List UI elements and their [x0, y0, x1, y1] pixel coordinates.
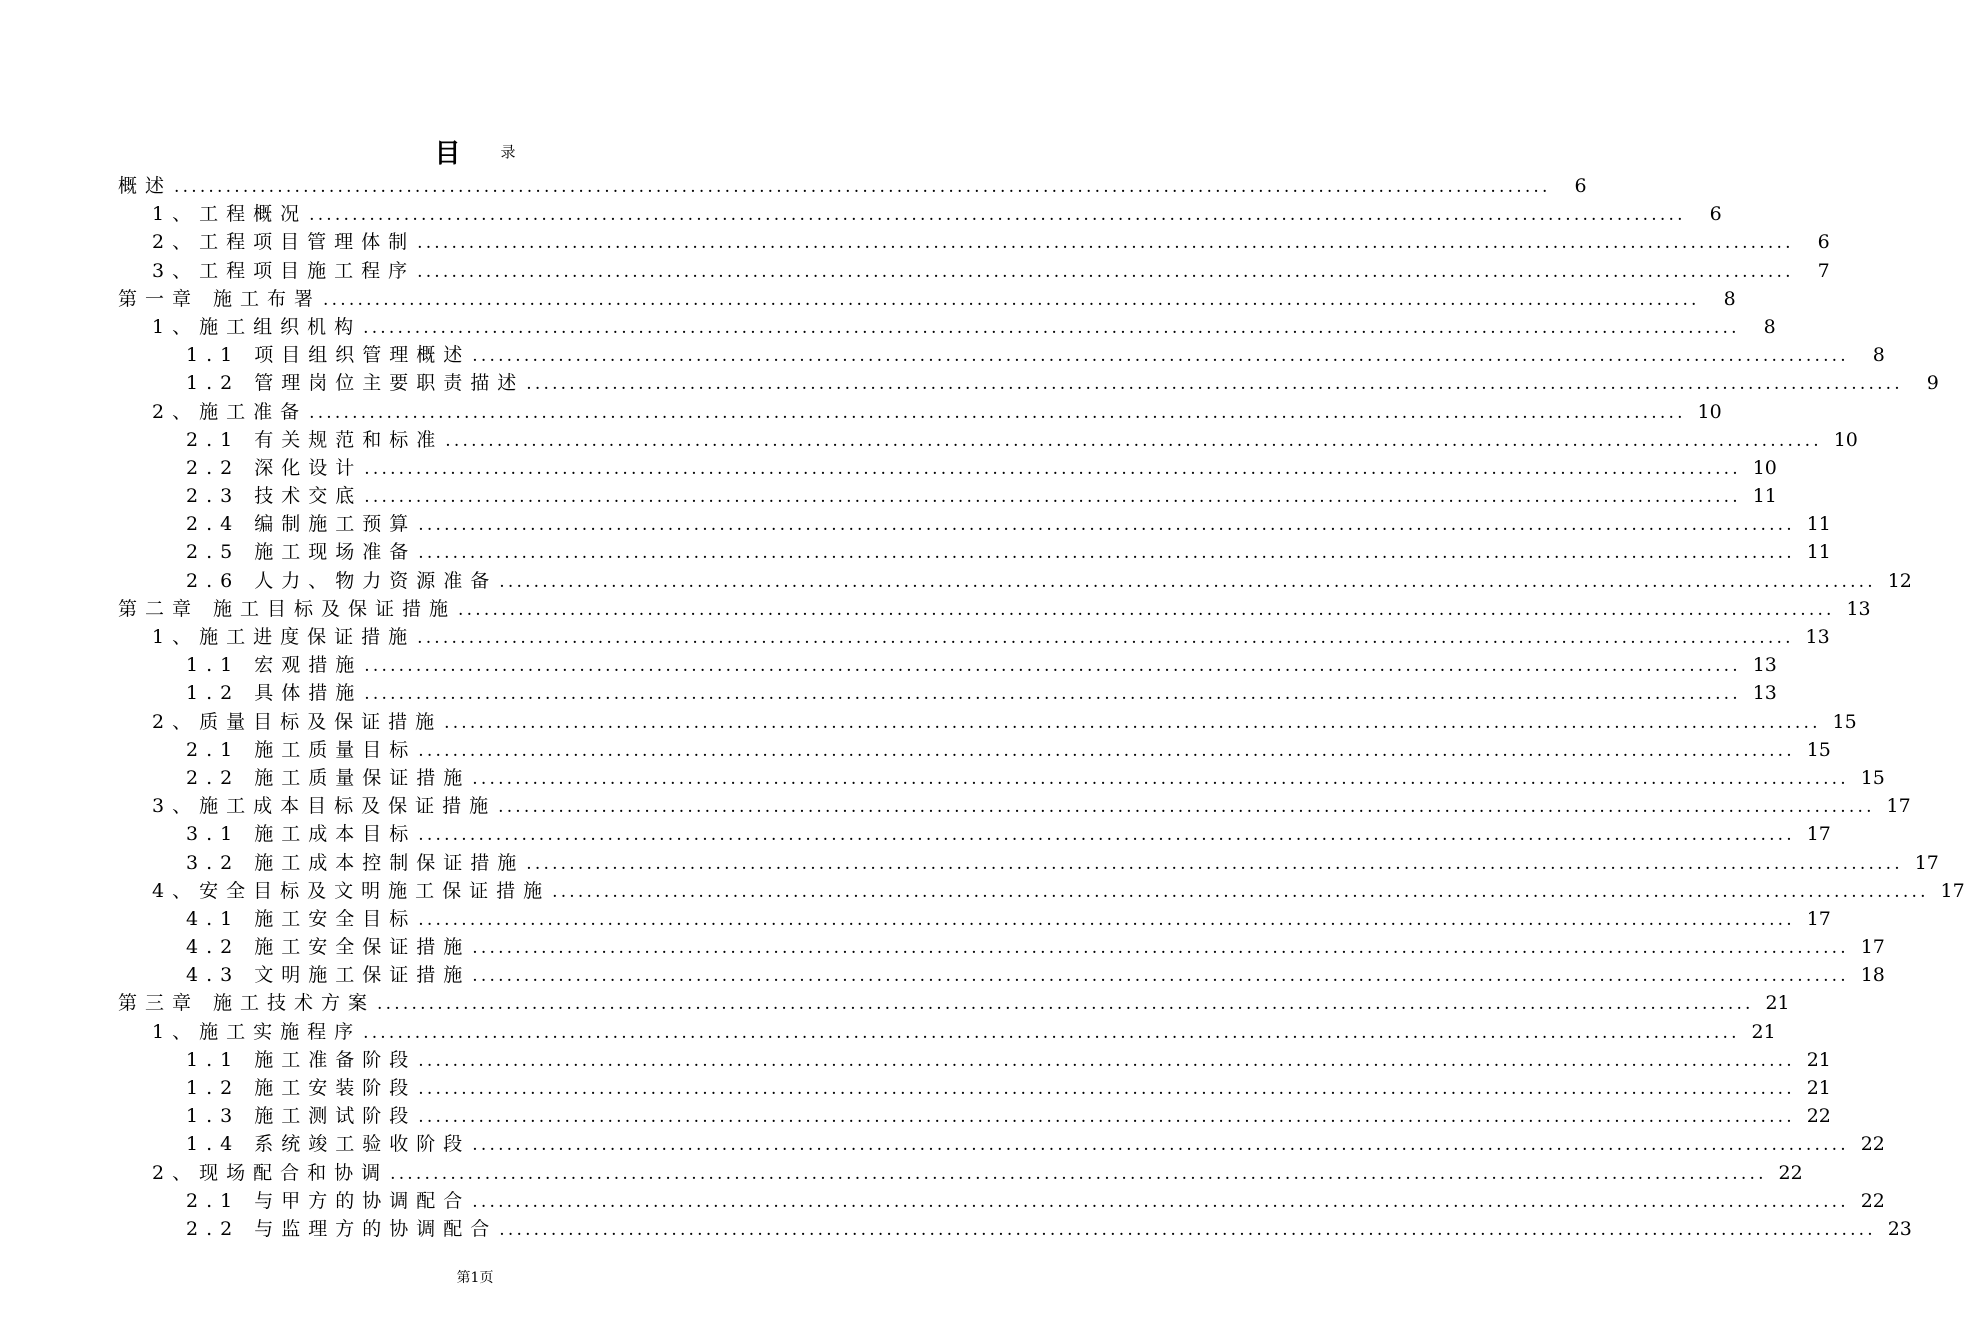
- toc-entry-page: 6: [1574, 175, 1587, 197]
- toc-leader-dots: ................................................................................................................................................................: [418, 1079, 1795, 1099]
- toc-entry-label: 1.2 管理岗位主要职责描述: [186, 372, 525, 395]
- toc-entry[interactable]: [118, 538, 1831, 566]
- toc-leader-dots: ................................................................................................................................................................: [552, 881, 1929, 902]
- toc-leader-dots: ................................................................................................................................................................: [390, 1163, 1767, 1184]
- toc-leader-dots: ................................................................................................................................................................: [526, 853, 1903, 874]
- toc-entry-label: 1、施工组织机构: [152, 315, 362, 338]
- toc-entry[interactable]: [118, 792, 1911, 820]
- toc-entry-label: 2.2 施工质量保证措施: [186, 766, 471, 789]
- toc-entry-label: 2.1 施工质量目标: [186, 738, 417, 761]
- toc-entry[interactable]: [118, 708, 1857, 736]
- toc-leader-dots: ................................................................................................................................................................: [309, 205, 1686, 226]
- toc-leader-dots: ................................................................................................................................................................: [377, 994, 1754, 1015]
- toc-entry-label: 1.2 施工安装阶段: [186, 1077, 417, 1099]
- toc-entry[interactable]: [118, 369, 1939, 397]
- toc-entry[interactable]: [118, 228, 1830, 256]
- toc-entry-page: 21: [1751, 1020, 1776, 1043]
- toc-entry-page: 22: [1806, 1105, 1831, 1128]
- toc-entry-label: 2.1 有关规范和标准: [186, 428, 444, 451]
- toc-entry-page: 15: [1806, 738, 1831, 761]
- toc-entry-label: 1、工程概况: [152, 203, 308, 226]
- toc-entry-page: 13: [1752, 654, 1777, 677]
- toc-entry-label: 1.4 系统竣工验收阶段: [186, 1133, 471, 1156]
- toc-entry[interactable]: [118, 679, 1777, 707]
- toc-entry-label: 1.1 宏观措施: [186, 654, 363, 677]
- toc-leader-dots: ................................................................................................................................................................: [445, 430, 1822, 451]
- toc-title-sub: 录: [500, 143, 516, 161]
- toc-entry-page: 15: [1832, 710, 1857, 733]
- toc-entry-page: 8: [1763, 315, 1776, 338]
- toc-entry-label: 2.2 深化设计: [186, 456, 363, 479]
- toc-entry-label: 2、质量目标及保证措施: [152, 710, 443, 733]
- toc-entry-page: 13: [1805, 626, 1830, 648]
- toc-entry-page: 22: [1778, 1161, 1803, 1184]
- toc-entry[interactable]: [118, 623, 1830, 651]
- toc-leader-dots: ................................................................................................................................................................: [309, 402, 1686, 423]
- toc-entry-label: 第三章 施工技术方案: [118, 992, 376, 1015]
- page-footer: 第1页: [456, 1270, 494, 1286]
- toc-entry[interactable]: [118, 961, 1885, 989]
- toc-entry-label: 4.1 施工安全目标: [186, 907, 417, 930]
- toc-entry[interactable]: [118, 1215, 1912, 1243]
- toc-leader-dots: ................................................................................................................................................................: [499, 1219, 1876, 1240]
- toc-entry-label: 概述: [118, 175, 173, 197]
- toc-leader-dots: ................................................................................................................................................................: [444, 712, 1821, 733]
- toc-entry-page: 21: [1806, 1048, 1831, 1071]
- toc-entry-page: 6: [1709, 203, 1722, 226]
- toc-leader-dots: ................................................................................................................................................................: [417, 261, 1794, 282]
- toc-entry-label: 2.4 编制施工预算: [186, 513, 417, 536]
- toc-leader-dots: ................................................................................................................................................................: [418, 825, 1795, 846]
- toc-entry-page: 7: [1817, 259, 1830, 282]
- toc-entry-page: 22: [1860, 1189, 1885, 1212]
- toc-leader-dots: ................................................................................................................................................................: [174, 177, 1551, 197]
- toc-entry-label: 1.1 施工准备阶段: [186, 1048, 417, 1071]
- toc-entry-page: 17: [1914, 851, 1939, 874]
- toc-leader-dots: ................................................................................................................................................................: [472, 768, 1849, 789]
- toc-leader-dots: ................................................................................................................................................................: [364, 656, 1741, 677]
- toc-entry-label: 第二章 施工目标及保证措施: [118, 597, 457, 620]
- toc-entry[interactable]: [118, 257, 1830, 285]
- toc-entry[interactable]: [118, 651, 1777, 679]
- toc-leader-dots: ................................................................................................................................................................: [363, 1022, 1740, 1043]
- toc-entry-page: 22: [1860, 1133, 1885, 1156]
- toc-entry-label: 2、现场配合和协调: [152, 1161, 389, 1184]
- toc-leader-dots: ................................................................................................................................................................: [526, 374, 1903, 395]
- toc-entry[interactable]: [118, 285, 1736, 313]
- toc-entry[interactable]: [118, 398, 1722, 426]
- toc-entry-page: 17: [1940, 879, 1965, 902]
- toc-entry[interactable]: [118, 989, 1790, 1017]
- toc-entry-label: 1.2 具体措施: [186, 682, 363, 705]
- toc-leader-dots: ................................................................................................................................................................: [364, 487, 1741, 508]
- toc-entry-label: 1、施工实施程序: [152, 1020, 362, 1043]
- toc-entry-page: 10: [1833, 428, 1858, 451]
- toc-entry-page: 10: [1752, 456, 1777, 479]
- toc-entry[interactable]: [118, 1102, 1831, 1130]
- toc-entry[interactable]: [118, 200, 1722, 228]
- toc-leader-dots: ................................................................................................................................................................: [418, 515, 1795, 536]
- toc-entry-page: 11: [1752, 485, 1777, 508]
- toc-entry-page: 9: [1926, 372, 1939, 395]
- toc-entry-page: 17: [1806, 823, 1831, 846]
- toc-entry-label: 4.3 文明施工保证措施: [186, 964, 471, 987]
- toc-entry-page: 21: [1765, 992, 1790, 1015]
- toc-leader-dots: ................................................................................................................................................................: [498, 797, 1875, 818]
- toc-entry-page: 21: [1806, 1077, 1831, 1099]
- toc-entry-label: 2.1 与甲方的协调配合: [186, 1189, 471, 1212]
- toc-leader-dots: ................................................................................................................................................................: [472, 966, 1849, 987]
- toc-entry[interactable]: [118, 1130, 1885, 1158]
- toc-entry-page: 8: [1872, 344, 1885, 367]
- toc-entry-label: 2.3 技术交底: [186, 485, 363, 508]
- toc-leader-dots: ................................................................................................................................................................: [417, 233, 1794, 254]
- toc-entry-page: 13: [1846, 597, 1871, 620]
- toc-entry[interactable]: [118, 595, 1871, 623]
- toc-leader-dots: ................................................................................................................................................................: [364, 684, 1741, 705]
- toc-entry-page: 8: [1723, 287, 1736, 310]
- toc-entry[interactable]: [118, 426, 1858, 454]
- toc-entry-page: 11: [1806, 541, 1831, 564]
- toc-entry-label: 2、施工准备: [152, 400, 308, 423]
- toc-entry[interactable]: [118, 341, 1885, 369]
- toc-leader-dots: ................................................................................................................................................................: [363, 317, 1740, 338]
- toc-entry-page: 6: [1817, 231, 1830, 254]
- toc-entry[interactable]: [118, 1046, 1831, 1074]
- toc-leader-dots: ................................................................................................................................................................: [472, 1191, 1849, 1212]
- toc-title-main: 目: [434, 139, 461, 169]
- toc-entry-page: 15: [1860, 766, 1885, 789]
- toc-leader-dots: ................................................................................................................................................................: [472, 938, 1849, 959]
- toc-entry-page: 18: [1860, 964, 1885, 987]
- toc-entry-label: 2.2 与监理方的协调配合: [186, 1217, 498, 1240]
- toc-entry-label: 2.5 施工现场准备: [186, 541, 417, 564]
- toc-entry-label: 1.1 项目组织管理概述: [186, 344, 471, 367]
- toc-entry[interactable]: [118, 877, 1965, 905]
- toc-leader-dots: ................................................................................................................................................................: [418, 740, 1795, 761]
- toc-entry[interactable]: [118, 1074, 1831, 1102]
- toc-entry[interactable]: [118, 313, 1776, 341]
- toc-entry[interactable]: [118, 1159, 1803, 1187]
- toc-leader-dots: ................................................................................................................................................................: [418, 909, 1795, 930]
- toc-entry-page: 12: [1887, 569, 1912, 592]
- toc-entry-page: 17: [1860, 936, 1885, 959]
- toc-leader-dots: ................................................................................................................................................................: [418, 1107, 1795, 1128]
- toc-leader-dots: ................................................................................................................................................................: [472, 346, 1849, 367]
- toc-entry-page: 10: [1697, 400, 1722, 423]
- toc-entry-label: 3、施工成本目标及保证措施: [152, 795, 497, 818]
- table-of-contents: [118, 172, 1965, 1243]
- toc-title: [0, 133, 950, 169]
- toc-entry-page: 17: [1886, 795, 1911, 818]
- toc-entry[interactable]: [118, 482, 1777, 510]
- toc-entry[interactable]: [118, 764, 1885, 792]
- toc-entry-page: 23: [1887, 1217, 1912, 1240]
- toc-entry-label: 3、工程项目施工程序: [152, 259, 416, 282]
- toc-entry[interactable]: [118, 567, 1912, 595]
- toc-entry-label: 3.1 施工成本目标: [186, 823, 417, 846]
- toc-entry-label: 1.3 施工测试阶段: [186, 1105, 417, 1128]
- toc-entry[interactable]: [118, 510, 1831, 538]
- toc-entry-label: 2.6 人力、物力资源准备: [186, 569, 498, 592]
- toc-leader-dots: ................................................................................................................................................................: [418, 1050, 1795, 1071]
- toc-leader-dots: ................................................................................................................................................................: [323, 289, 1700, 310]
- toc-entry[interactable]: [118, 1187, 1885, 1215]
- toc-entry[interactable]: [118, 905, 1831, 933]
- toc-entry[interactable]: [118, 172, 1587, 200]
- toc-entry[interactable]: [118, 454, 1777, 482]
- toc-leader-dots: ................................................................................................................................................................: [472, 1135, 1849, 1156]
- toc-entry[interactable]: [118, 933, 1885, 961]
- toc-entry-label: 1、施工进度保证措施: [152, 626, 416, 648]
- toc-entry-label: 4、安全目标及文明施工保证措施: [152, 879, 551, 902]
- toc-entry[interactable]: [118, 849, 1939, 877]
- toc-entry-page: 11: [1806, 513, 1831, 536]
- toc-entry[interactable]: [118, 1018, 1776, 1046]
- toc-leader-dots: ................................................................................................................................................................: [418, 543, 1795, 564]
- toc-leader-dots: ................................................................................................................................................................: [499, 571, 1876, 592]
- toc-entry-page: 13: [1752, 682, 1777, 705]
- toc-leader-dots: ................................................................................................................................................................: [364, 458, 1741, 479]
- toc-entry-label: 3.2 施工成本控制保证措施: [186, 851, 525, 874]
- toc-entry-label: 2、工程项目管理体制: [152, 231, 416, 254]
- toc-entry-label: 第一章 施工布署: [118, 287, 322, 310]
- toc-entry-label: 4.2 施工安全保证措施: [186, 936, 471, 959]
- toc-entry-page: 17: [1806, 907, 1831, 930]
- toc-leader-dots: ................................................................................................................................................................: [417, 628, 1794, 648]
- toc-entry[interactable]: [118, 736, 1831, 764]
- toc-entry[interactable]: [118, 820, 1831, 848]
- toc-leader-dots: ................................................................................................................................................................: [458, 599, 1835, 620]
